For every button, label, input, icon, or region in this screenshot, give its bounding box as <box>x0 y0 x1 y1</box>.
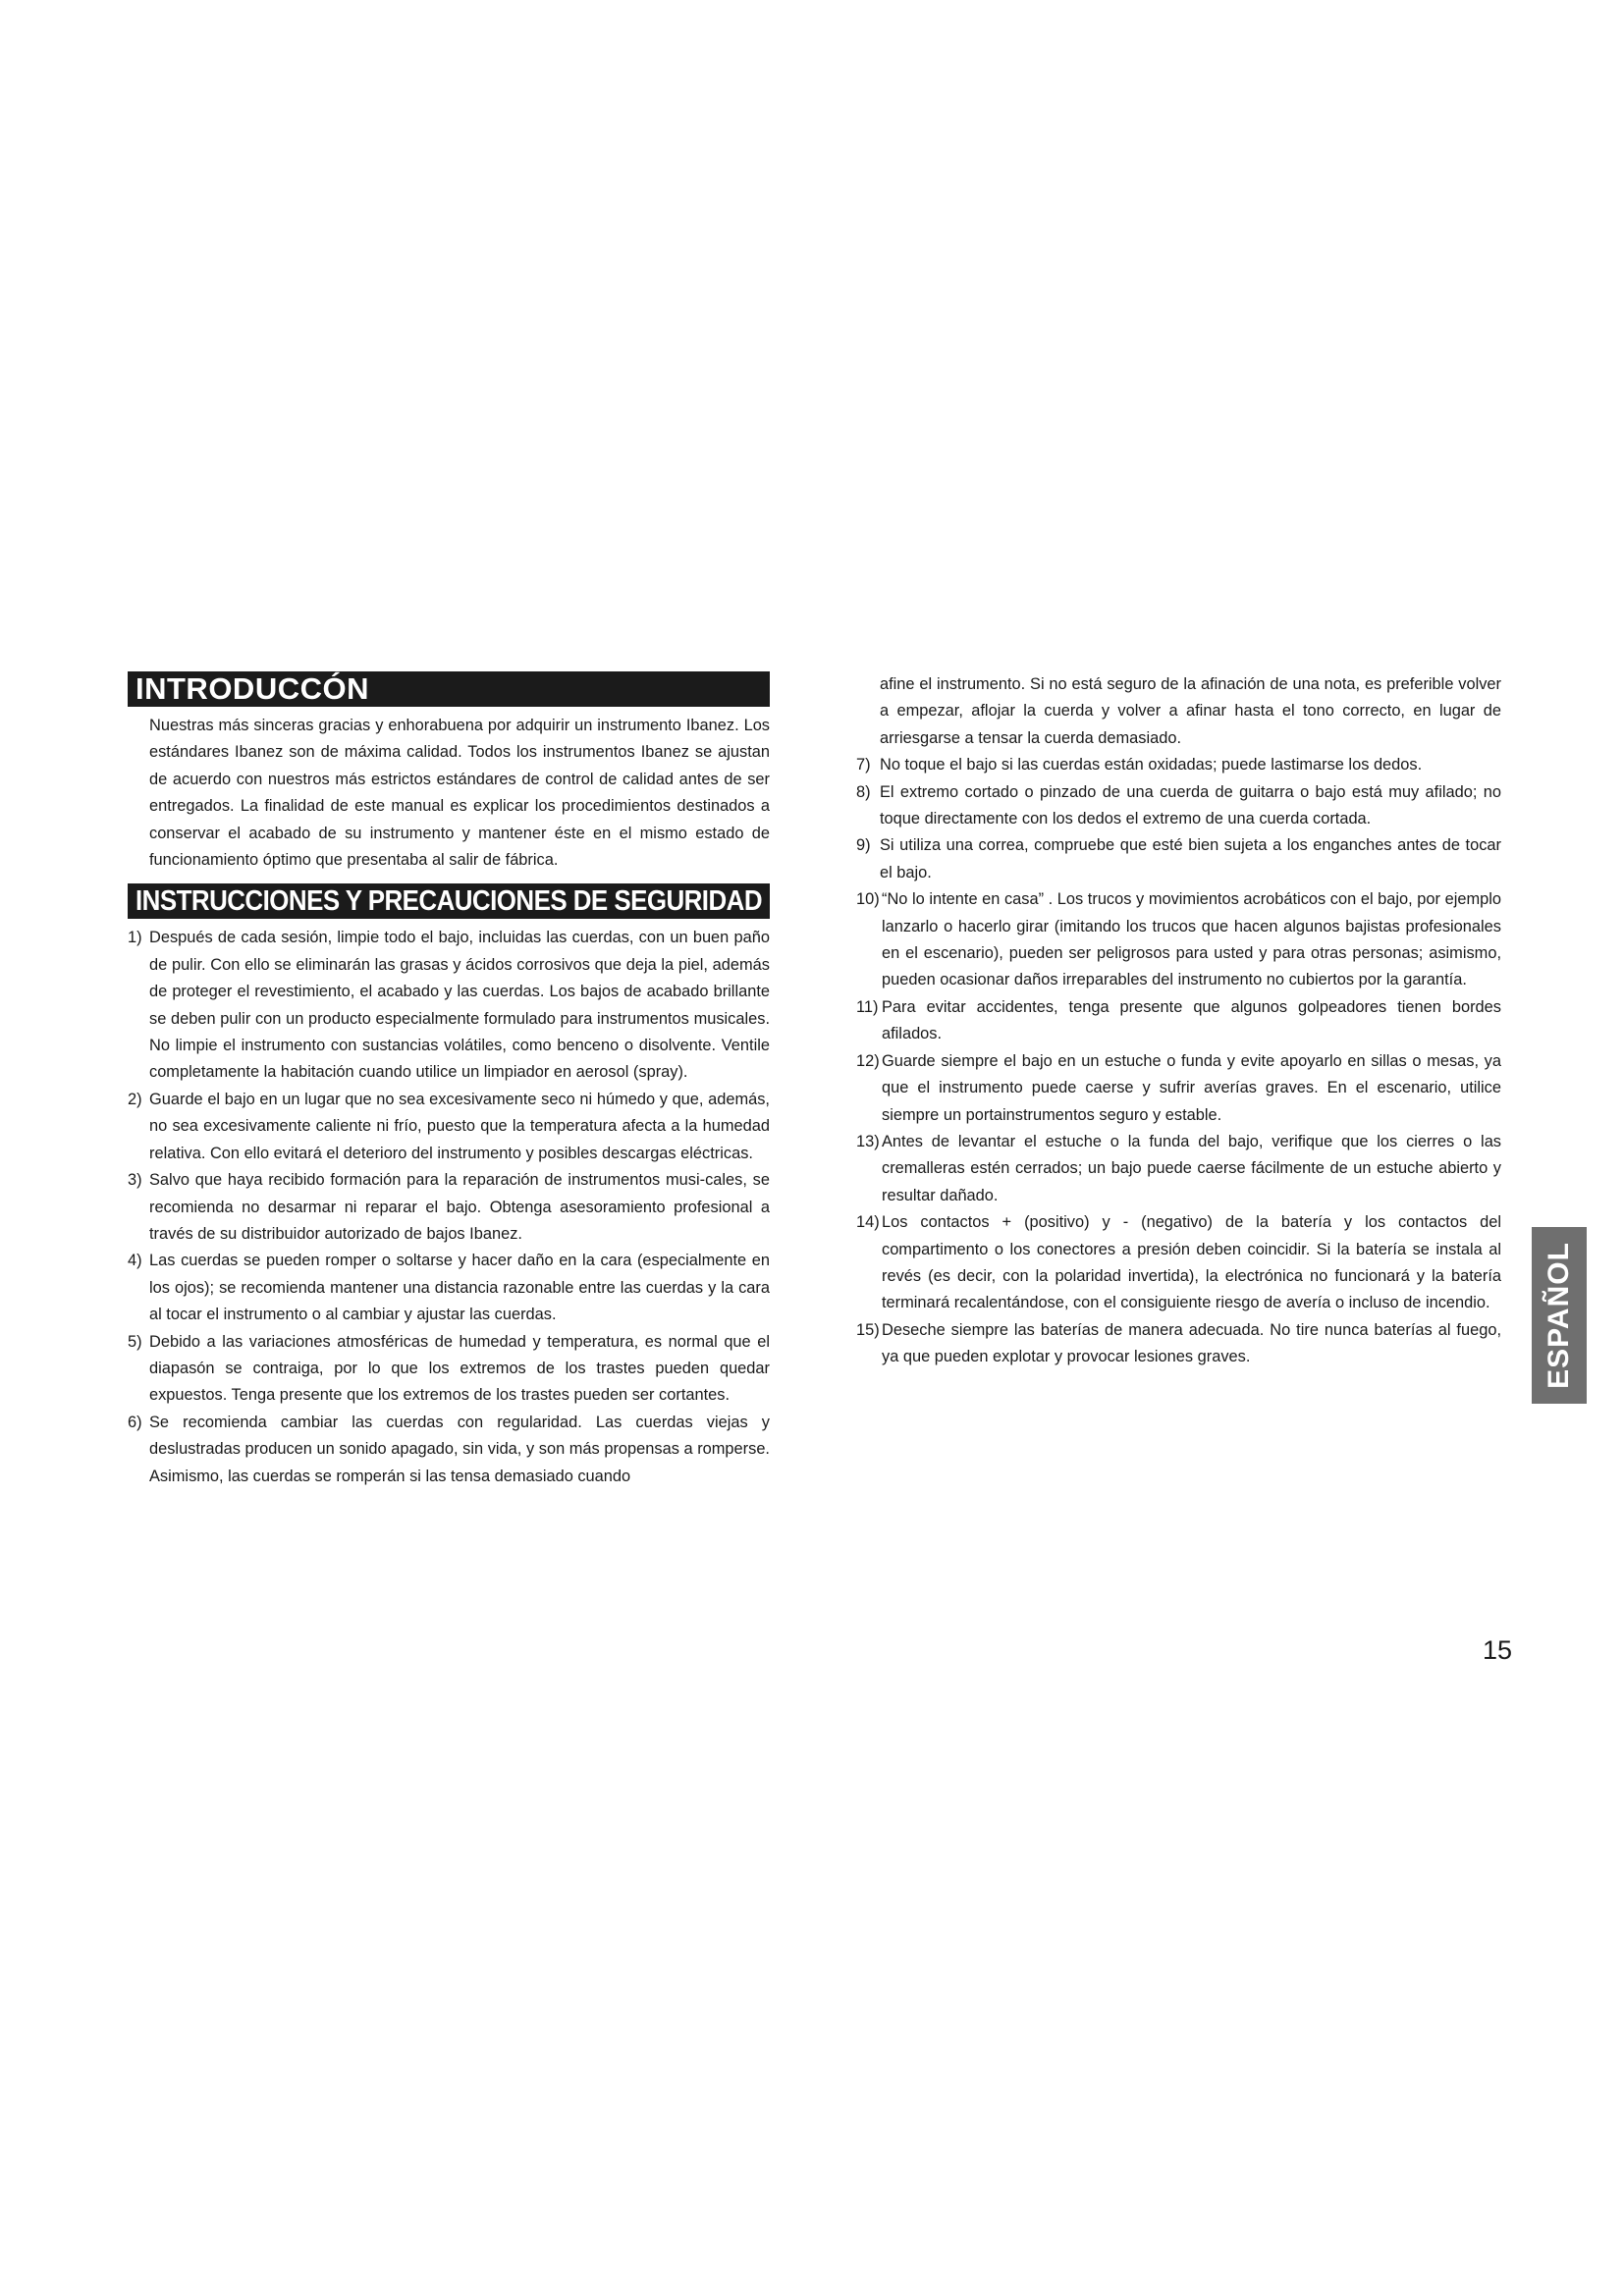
list-item <box>856 994 1501 1048</box>
right-column <box>856 671 1501 1371</box>
list-item-number: 13) <box>856 1132 880 1150</box>
list-item-text: Después de cada sesión, limpie todo el bajo, incluidas las cuerdas, con un buen paño de pulir. Con ello se eliminarán las grasas y ácidos corrosivos que deja la piel, además de proteger el revestimiento, el acabado y las cuerdas. Los bajos de acabado brillante se deben pulir con un producto especialmente formulado para instrumentos musicales. No limpie el instrumento con sustancias volátiles, como benceno o disolvente. Ventile completamente la habitación cuando utilice un limpiador en aerosol (spray). <box>149 929 770 1082</box>
list-item <box>856 1129 1501 1209</box>
language-tab-label: ESPAÑOL <box>1543 1242 1575 1389</box>
list-item-text: Antes de levantar el estuche o la funda del bajo, verifique que los cierres o las cremalleras estén cerrados; un bajo puede caerse fácilmente de un estuche abierto y resultar dañado. <box>882 1132 1501 1204</box>
list-item-number: 5) <box>128 1332 142 1351</box>
list-item-number: 11) <box>856 997 879 1016</box>
list-item-number: 6) <box>128 1413 142 1431</box>
safety-list-left <box>128 925 770 1490</box>
intro-paragraph: Nuestras más sinceras gracias y enhorabuena por adquirir un instrumento Ibanez. Los estándares Ibanez son de máxima calidad. Todos los instrumentos Ibanez se ajustan de acuerdo con nuestros más estrictos estándares de control de calidad antes de ser entregados. La finalidad de este manual es explicar los procedimientos destinados a conservar el acabado de su instrumento y mantener éste en el mismo estado de funcionamiento óptimo que presentaba al salir de fábrica. <box>149 717 770 870</box>
list-item-text: Los contactos + (positivo) y - (negativo) de la batería y los contactos del compartimento o los conectores a presión deben coincidir. Si la batería se instala al revés (es decir, con la polaridad invertida), la electrónica no funcionará y la batería terminará recalentándose, con el consiguiente riesgo de avería o incluso de incendio. <box>882 1213 1501 1312</box>
list-item-number: 1) <box>128 929 142 947</box>
item-6-continuation: afine el instrumento. Si no está seguro de la afinación de una nota, es preferible volver a empezar, aflojar la cuerda y volver a afinar hasta el tono correcto, en lugar de arriesgarse a tensar la cuerda demasiado. <box>880 675 1501 747</box>
list-item-number: 12) <box>856 1051 880 1070</box>
list-item <box>128 1248 770 1328</box>
list-item-number: 2) <box>128 1090 142 1108</box>
list-item-number: 10) <box>856 890 880 909</box>
list-item-text: Guarde siempre el bajo en un estuche o funda y evite apoyarlo en sillas o mesas, ya que el instrumento puede caerse y sufrir averías graves. En el escenario, utilice siempre un portainstrumentos seguro y estable. <box>882 1051 1501 1124</box>
list-item <box>856 832 1501 886</box>
list-item-text: Guarde el bajo en un lugar que no sea excesivamente seco ni húmedo y que, además, no sea excesivamente caliente ni frío, puesto que la temperatura afecta a la humedad relativa. Con ello evitará el deterioro del instrumento y posibles descargas eléctricas. <box>149 1090 770 1162</box>
list-item-number: 7) <box>856 756 871 774</box>
list-item-text: El extremo cortado o pinzado de una cuerda de guitarra o bajo está muy afilado; no toque directamente con los dedos el extremo de una cuerda cortada. <box>880 782 1501 828</box>
list-item-number: 14) <box>856 1213 880 1232</box>
list-item-text: Si utiliza una correa, compruebe que esté bien sujeta a los enganches antes de tocar el bajo. <box>880 836 1501 881</box>
list-item-text: No toque el bajo si las cuerdas están oxidadas; puede lastimarse los dedos. <box>880 756 1423 774</box>
list-item-number: 4) <box>128 1252 142 1270</box>
page-number: 15 <box>1482 1635 1512 1665</box>
safety-heading: INSTRUCCIONES Y PRECAUCIONES DE SEGURIDAD <box>128 883 770 919</box>
left-column <box>128 671 770 1490</box>
list-item <box>128 1087 770 1167</box>
list-item-text: Salvo que haya recibido formación para la reparación de instrumentos musi-cales, se recomienda no desarmar ni reparar el bajo. Obtenga asesoramiento profesional a través de su distribuidor autorizado de bajos Ibanez. <box>149 1171 770 1243</box>
list-item-text: Deseche siempre las baterías de manera adecuada. No tire nunca baterías al fuego, ya que pueden explotar y provocar lesiones graves. <box>882 1320 1501 1366</box>
safety-list-right <box>856 752 1501 1370</box>
list-item <box>856 779 1501 833</box>
list-item <box>128 1167 770 1248</box>
list-item-text: Debido a las variaciones atmosféricas de humedad y temperatura, es normal que el diapasón se contraiga, por lo que los extremos de los trastes pueden quedar expuestos. Tenga presente que los extremos de los trastes pueden ser cortantes. <box>149 1332 770 1405</box>
list-item <box>128 1410 770 1490</box>
list-item-text: “No lo intente en casa” . Los trucos y movimientos acrobáticos con el bajo, por ejemplo lanzarlo o hacerlo girar (imitando los trucos que hacen algunos bajistas profesionales en el escenario), pueden ser peligrosos para usted y para otras personas; asimismo, pueden ocasionar daños irreparables del instrumento no cubiertos por la garantía. <box>882 890 1501 989</box>
list-item <box>128 925 770 1086</box>
list-item-number: 9) <box>856 836 871 855</box>
list-item <box>856 1209 1501 1317</box>
list-item <box>856 1048 1501 1129</box>
list-item-text: Para evitar accidentes, tenga presente que algunos golpeadores tienen bordes afilados. <box>882 997 1501 1043</box>
list-item-number: 8) <box>856 782 871 801</box>
intro-heading: INTRODUCCÓN <box>128 671 770 707</box>
list-item <box>856 886 1501 994</box>
list-item-text: Las cuerdas se pueden romper o soltarse y hacer daño en la cara (especialmente en los ojos); se recomienda mantener una distancia razonable entre las cuerdas y la cara al tocar el instrumento o al cambiar y ajustar las cuerdas. <box>149 1252 770 1324</box>
list-item <box>856 1317 1501 1371</box>
list-item <box>856 752 1501 778</box>
list-item-number: 15) <box>856 1320 880 1339</box>
language-side-tab <box>1532 1227 1587 1404</box>
list-item <box>128 1329 770 1410</box>
list-item-number: 3) <box>128 1171 142 1190</box>
list-item-text: Se recomienda cambiar las cuerdas con regularidad. Las cuerdas viejas y deslustradas producen un sonido apagado, sin vida, y son más propensas a romperse. Asimismo, las cuerdas se romperán si las tensa demasiado cuando <box>149 1413 770 1485</box>
